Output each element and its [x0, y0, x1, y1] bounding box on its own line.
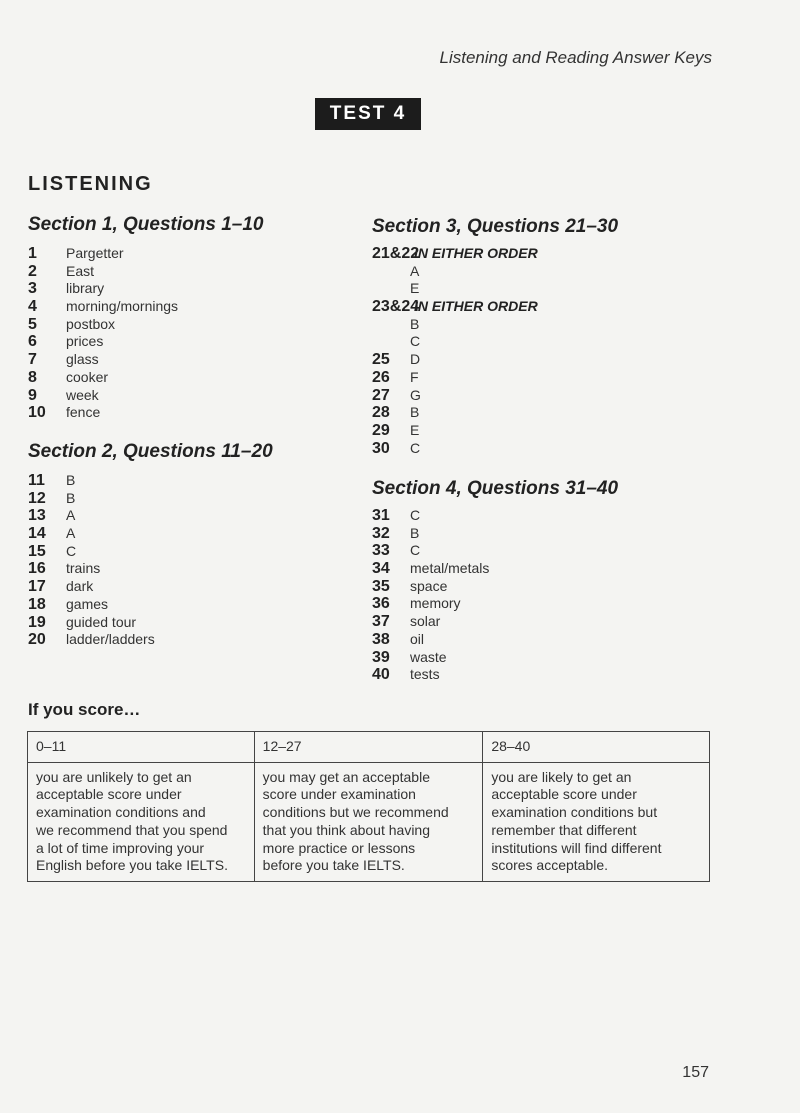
- answer-value: dark: [66, 578, 94, 595]
- question-number: 16: [28, 560, 46, 578]
- answer-row: [28, 472, 155, 490]
- answer-row: [372, 404, 538, 422]
- either-order-note: IN EITHER ORDER: [414, 298, 538, 315]
- question-number: 39: [372, 648, 390, 666]
- answer-row: [372, 422, 538, 440]
- answer-row: [28, 578, 155, 596]
- advice-line: acceptable score under: [491, 786, 637, 803]
- section-4-heading: Section 4, Questions 31–40: [372, 478, 619, 499]
- advice-line: score under examination: [262, 786, 416, 803]
- score-range-cell: 28–40: [483, 732, 710, 763]
- either-order-note: IN EITHER ORDER: [414, 245, 538, 261]
- answer-row: [372, 649, 489, 667]
- advice-line: before you take IELTS.: [262, 857, 405, 874]
- answer-value: F: [410, 368, 419, 385]
- answer-value: memory: [410, 595, 461, 612]
- question-number: 40: [372, 666, 390, 684]
- page-number: 157: [682, 1064, 709, 1081]
- advice-line: scores acceptable.: [491, 857, 609, 874]
- answer-value: tests: [410, 666, 440, 683]
- listening-title: LISTENING: [28, 173, 153, 195]
- answer-row: [372, 351, 538, 369]
- answer-row: [372, 578, 489, 596]
- question-number: 17: [28, 578, 46, 596]
- answer-row: [372, 613, 489, 631]
- answer-row: [372, 263, 538, 281]
- answer-row: [372, 298, 538, 316]
- question-number: 32: [372, 524, 390, 542]
- answer-value: B: [410, 315, 420, 332]
- answer-value: B: [410, 524, 420, 541]
- question-number: 15: [28, 542, 46, 560]
- question-number: 26: [372, 368, 390, 386]
- answer-value: C: [66, 542, 77, 559]
- question-number: 18: [28, 595, 46, 613]
- advice-line: examination conditions and: [36, 804, 206, 821]
- answer-row: [28, 404, 178, 422]
- answer-value: B: [66, 489, 76, 506]
- advice-line: remember that different: [491, 821, 637, 838]
- question-number: 1: [28, 245, 37, 262]
- answer-value: glass: [66, 351, 99, 368]
- answer-value: prices: [66, 333, 104, 350]
- answer-value: games: [66, 595, 109, 612]
- question-number: 2: [28, 262, 37, 280]
- section-1-heading: Section 1, Questions 1–10: [28, 214, 264, 235]
- answer-value: C: [410, 542, 421, 559]
- answer-value: E: [410, 280, 420, 297]
- question-number: 37: [372, 613, 390, 631]
- question-number: 8: [28, 368, 37, 386]
- answer-value: waste: [410, 648, 447, 665]
- score-table: [27, 731, 710, 882]
- answer-row: [28, 490, 155, 508]
- answer-row: [372, 316, 538, 334]
- answer-row: [372, 507, 489, 525]
- question-number: 10: [28, 404, 46, 422]
- answer-row: [28, 614, 155, 632]
- question-number: 5: [28, 315, 37, 333]
- answer-value: ladder/ladders: [66, 631, 155, 648]
- question-number: 3: [28, 280, 37, 298]
- answer-value: oil: [410, 630, 425, 647]
- score-advice-cell: [483, 762, 710, 881]
- question-number: 34: [372, 560, 390, 578]
- answer-row: [28, 369, 178, 387]
- answer-row: [28, 333, 178, 351]
- advice-line: that you think about having: [262, 821, 430, 838]
- section-2-heading: Section 2, Questions 11–20: [28, 441, 273, 462]
- score-advice-cell: [254, 762, 483, 881]
- score-heading: If you score…: [28, 700, 141, 719]
- score-range-cell: 12–27: [254, 732, 483, 763]
- answer-value: A: [410, 262, 420, 279]
- section-1-answers: [28, 245, 178, 422]
- answer-row: [372, 631, 489, 649]
- answer-row: [28, 631, 155, 649]
- question-number: 9: [28, 386, 37, 404]
- test-badge: TEST 4: [315, 98, 421, 130]
- question-number: 23&24: [372, 298, 420, 316]
- score-advice-cell: [28, 762, 255, 881]
- section-3-answers: [372, 245, 538, 457]
- question-number: 12: [28, 489, 46, 507]
- advice-line: institutions will find different: [491, 839, 662, 856]
- answer-value: metal/metals: [410, 560, 490, 577]
- question-number: 36: [372, 595, 390, 613]
- score-range-row: [28, 732, 710, 763]
- question-number: 27: [372, 386, 390, 404]
- answer-row: [28, 543, 155, 561]
- advice-line: you are likely to get an: [491, 768, 632, 785]
- answer-row: [28, 351, 178, 369]
- answer-value: guided tour: [66, 613, 137, 630]
- question-number: 21&22: [372, 245, 420, 262]
- section-4-answers: [372, 507, 489, 684]
- question-number: 30: [372, 439, 390, 457]
- answer-row: [28, 387, 178, 405]
- running-header: Listening and Reading Answer Keys: [439, 48, 712, 67]
- section-2-answers: [28, 472, 155, 649]
- answer-value: B: [66, 472, 76, 488]
- question-number: 38: [372, 630, 390, 648]
- answer-value: fence: [66, 404, 101, 421]
- answer-value: C: [410, 439, 421, 456]
- question-number: 20: [28, 631, 46, 649]
- advice-line: a lot of time improving your: [36, 839, 205, 856]
- question-number: 29: [372, 421, 390, 439]
- answer-value: D: [410, 351, 421, 368]
- answer-row: [28, 263, 178, 281]
- answer-value: C: [410, 333, 421, 350]
- answer-row: [28, 525, 155, 543]
- answer-value: library: [66, 280, 105, 297]
- answer-row: [28, 596, 155, 614]
- question-number: 13: [28, 507, 46, 525]
- answer-value: A: [66, 507, 76, 524]
- question-number: 4: [28, 298, 37, 316]
- advice-line: examination conditions but: [491, 804, 658, 821]
- section-3-heading: Section 3, Questions 21–30: [372, 216, 619, 237]
- answer-row: [372, 280, 538, 298]
- answer-row: [372, 333, 538, 351]
- answer-value: morning/mornings: [66, 298, 179, 315]
- answer-value: E: [410, 421, 420, 438]
- answer-value: week: [66, 386, 99, 403]
- advice-line: you are unlikely to get an: [36, 768, 192, 785]
- question-number: 14: [28, 525, 46, 543]
- answer-row: [372, 525, 489, 543]
- question-number: 25: [372, 351, 390, 369]
- score-advice-row: [28, 762, 710, 881]
- answer-value: trains: [66, 560, 101, 577]
- answer-value: A: [66, 525, 76, 542]
- answer-row: [372, 387, 538, 405]
- question-number: 28: [372, 404, 390, 422]
- advice-line: English before you take IELTS.: [36, 857, 228, 874]
- answer-value: space: [410, 577, 448, 594]
- question-number: 31: [372, 507, 390, 524]
- answer-row: [372, 440, 538, 458]
- answer-row: [372, 560, 489, 578]
- answer-value: cooker: [66, 368, 109, 385]
- answer-value: G: [410, 386, 421, 403]
- answer-row: [372, 369, 538, 387]
- question-number: 11: [28, 472, 45, 489]
- question-number: 33: [372, 542, 390, 560]
- answer-value: B: [410, 404, 420, 421]
- answer-row: [28, 245, 178, 263]
- answer-row: [372, 666, 489, 684]
- question-number: 6: [28, 333, 37, 351]
- answer-value: East: [66, 262, 95, 279]
- question-number: 35: [372, 577, 390, 595]
- answer-row: [372, 595, 489, 613]
- answer-row: [28, 280, 178, 298]
- advice-line: more practice or lessons: [262, 839, 416, 856]
- answer-value: postbox: [66, 315, 116, 332]
- answer-row: [372, 542, 489, 560]
- advice-line: conditions but we recommend: [262, 804, 449, 821]
- advice-line: you may get an acceptable: [262, 768, 430, 785]
- answer-row: [28, 316, 178, 334]
- question-number: 7: [28, 351, 37, 369]
- answer-row: [28, 507, 155, 525]
- advice-line: we recommend that you spend: [36, 821, 228, 838]
- answer-row: [372, 245, 538, 263]
- answer-value: solar: [410, 613, 441, 630]
- advice-line: acceptable score under: [36, 786, 182, 803]
- score-range-cell: 0–11: [28, 732, 255, 763]
- answer-value: C: [410, 507, 421, 523]
- answer-row: [28, 560, 155, 578]
- answer-value: Pargetter: [66, 245, 124, 261]
- answer-row: [28, 298, 178, 316]
- question-number: 19: [28, 613, 46, 631]
